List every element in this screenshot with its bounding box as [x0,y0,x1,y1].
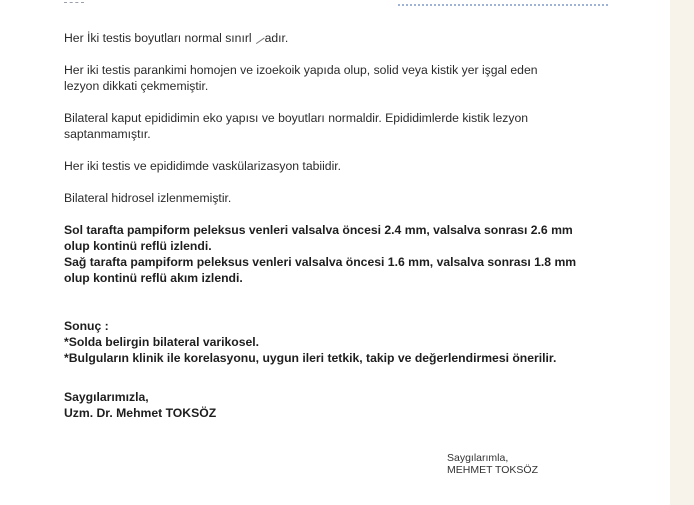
conclusion-item-2: *Bulguların klinik ile korelasyonu, uygun ileri tetkik, takip ve değerlendirmesi önerilir. [64,351,557,365]
paragraph-3: Bilateral kaput epididimin eko yapısı ve boyutları normaldir. Epididimlerde kistik lezyon saptanmamıştır. [64,111,529,141]
paragraph-1 [64,14,624,46]
closing-greeting: Saygılarımızla, [64,390,149,404]
right-findings: Sağ tarafta pampiform peleksus venleri valsalva öncesi 1.6 mm, valsalva sonrası 1.8 mm olup kontinü reflü akım izlendi. [64,255,577,285]
left-findings: Sol tarafta pampiform peleksus venleri valsalva öncesi 2.4 mm, valsalva sonrası 2.6 mm olup kontinü reflü izlendi. [64,223,573,253]
redaction-stroke [251,31,264,44]
paragraph-4: Her iki testis ve epididimde vaskülarizasyon tabiidir. [64,159,342,173]
top-redaction-mark [398,4,608,6]
conclusion-title: Sonuç : [64,319,109,333]
report-body [64,14,624,421]
line1-after: adır. [264,31,289,45]
paragraph-5: Bilateral hidrosel izlenmemiştir. [64,191,232,205]
conclusion-item-1: *Solda belirgin bilateral varikosel. [64,335,260,349]
line1-before: Her İki testis boyutları normal sınırl [64,31,252,45]
signature-block [447,452,538,476]
doctor-name: Uzm. Dr. Mehmet TOKSÖZ [64,406,217,420]
top-left-dash [64,2,84,3]
signature-name: MEHMET TOKSÖZ [447,464,539,476]
signature-greeting: Saygılarımla, [447,452,509,464]
right-edge-strip [670,0,694,505]
paragraph-2: Her iki testis parankimi homojen ve izoekoik yapıda olup, solid veya kistik yer işgal eden lezyon dikkati çekmemiştir. [64,63,538,93]
